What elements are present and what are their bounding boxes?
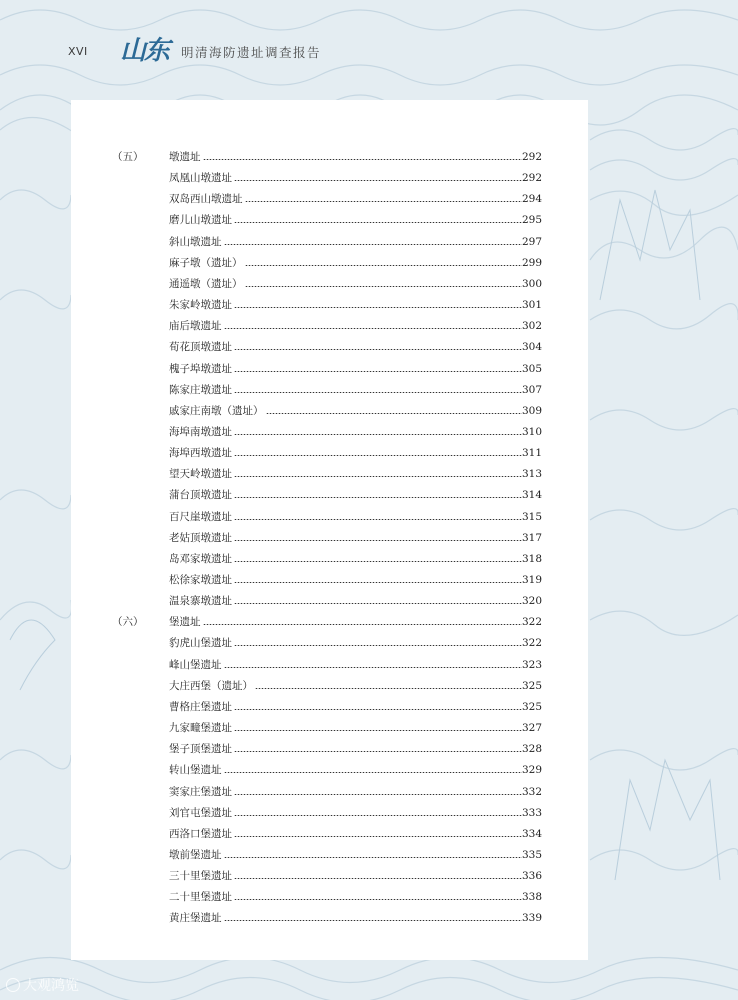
toc-title bbox=[169, 191, 522, 207]
toc-dot-leader bbox=[234, 455, 522, 456]
toc-title bbox=[169, 149, 522, 165]
watermark-icon bbox=[6, 978, 20, 992]
toc-dot-leader bbox=[234, 476, 522, 477]
toc-entry bbox=[0, 234, 738, 250]
toc-title-text: 通遥墩（遗址） bbox=[169, 277, 243, 290]
toc-entry bbox=[0, 318, 738, 334]
toc-title bbox=[169, 910, 522, 926]
toc-title bbox=[169, 614, 522, 630]
toc-title-text: 海埠西墩遗址 bbox=[169, 447, 232, 460]
toc-page-number: 314 bbox=[521, 489, 542, 502]
toc-title-text: 斜山墩遗址 bbox=[169, 235, 222, 248]
toc-page-number: 319 bbox=[521, 574, 542, 586]
toc-title bbox=[169, 424, 522, 440]
toc-entry bbox=[0, 530, 738, 546]
toc-title bbox=[169, 720, 522, 736]
toc-dot-leader bbox=[234, 349, 522, 350]
toc-entry bbox=[0, 868, 738, 884]
toc-title-text: 槐子埠墩遗址 bbox=[169, 362, 232, 375]
toc-title-text: 麻子墩（遗址） bbox=[169, 256, 243, 269]
toc-dot-leader bbox=[245, 201, 523, 202]
toc-title bbox=[169, 847, 522, 863]
toc-title bbox=[169, 382, 522, 398]
toc-entry bbox=[0, 678, 738, 694]
toc-dot-leader bbox=[234, 878, 522, 879]
toc-page-number: 315 bbox=[521, 510, 542, 523]
shandong-logo: 山东 bbox=[120, 36, 169, 66]
toc-dot-leader bbox=[234, 836, 522, 837]
toc-page-number: 336 bbox=[521, 870, 542, 883]
toc-page-number: 338 bbox=[521, 891, 542, 904]
toc-dot-leader bbox=[203, 159, 523, 160]
toc-section-number: （五） bbox=[112, 151, 144, 163]
toc-title bbox=[169, 403, 522, 419]
toc-title bbox=[169, 572, 522, 588]
toc-title-text: 百尺崖墩遗址 bbox=[169, 510, 232, 523]
toc-title bbox=[169, 678, 522, 694]
report-title: 明清海防遗址调查报告 bbox=[181, 45, 322, 60]
toc-title-text: 黄庄堡遗址 bbox=[169, 912, 222, 925]
toc-title bbox=[169, 593, 522, 609]
toc-entry bbox=[0, 635, 738, 651]
toc-entry bbox=[0, 361, 738, 377]
toc-page-number: 320 bbox=[521, 595, 542, 608]
toc-title bbox=[169, 361, 522, 377]
toc-dot-leader bbox=[224, 244, 523, 245]
toc-dot-leader bbox=[234, 371, 522, 372]
toc-dot-leader bbox=[234, 582, 522, 583]
toc-title-text: 陈家庄墩遗址 bbox=[169, 383, 232, 396]
toc-title bbox=[169, 889, 522, 905]
watermark-text: 大观鸿览 bbox=[23, 978, 79, 994]
toc-page-number: 323 bbox=[521, 658, 542, 671]
toc-page-number: 301 bbox=[521, 299, 542, 312]
toc-entry bbox=[0, 276, 738, 292]
toc-dot-leader bbox=[245, 286, 523, 287]
toc-page-number: 328 bbox=[521, 743, 542, 756]
toc-title bbox=[169, 234, 522, 250]
toc-dot-leader bbox=[234, 730, 522, 731]
toc-title bbox=[169, 826, 522, 842]
toc-entry bbox=[0, 762, 738, 778]
toc-title bbox=[169, 445, 522, 461]
toc-title-text: 窦家庄堡遗址 bbox=[169, 785, 232, 798]
toc-title bbox=[169, 741, 522, 757]
toc-entry bbox=[0, 212, 738, 228]
toc-title-text: 刘官屯堡遗址 bbox=[169, 806, 232, 819]
toc-title-text: 九家疃堡遗址 bbox=[169, 722, 232, 735]
toc-section-number: （六） bbox=[112, 616, 144, 629]
toc-title bbox=[169, 170, 522, 186]
toc-title-text: 温泉寨墩遗址 bbox=[169, 595, 232, 608]
toc-dot-leader bbox=[224, 857, 523, 858]
toc-entry bbox=[0, 466, 738, 482]
toc-page-number: 310 bbox=[521, 425, 542, 438]
toc-title bbox=[169, 551, 522, 567]
toc-title-text: 岛邓家墩遗址 bbox=[169, 552, 232, 565]
toc-title bbox=[169, 297, 522, 313]
toc-page-number: 292 bbox=[521, 172, 542, 185]
toc-entry bbox=[0, 509, 738, 525]
toc-page-number: 317 bbox=[521, 531, 542, 544]
toc-title-text: 磨儿山墩遗址 bbox=[169, 214, 232, 227]
toc-dot-leader bbox=[234, 751, 522, 752]
toc-title-text: 三十里堡遗址 bbox=[169, 870, 232, 883]
toc-entry bbox=[0, 487, 738, 503]
toc-title-text: 庙后墩遗址 bbox=[169, 320, 222, 333]
toc-dot-leader bbox=[234, 222, 522, 223]
toc-title-text: 堡子顶堡遗址 bbox=[169, 743, 232, 756]
toc-dot-leader bbox=[234, 434, 522, 435]
toc-dot-leader bbox=[224, 328, 523, 329]
toc-title-text: 西洛口堡遗址 bbox=[169, 827, 232, 840]
toc-page-number: 322 bbox=[521, 616, 542, 629]
toc-entry bbox=[0, 910, 738, 926]
toc-title-text: 松徐家墩遗址 bbox=[169, 574, 232, 586]
toc-title bbox=[169, 635, 522, 651]
page-number: XVI bbox=[68, 45, 88, 58]
toc-page-number: 332 bbox=[521, 785, 542, 798]
toc-entry bbox=[0, 339, 738, 355]
toc-dot-leader bbox=[234, 519, 522, 520]
toc-dot-leader bbox=[234, 497, 522, 498]
toc-title-text: 朱家岭墩遗址 bbox=[169, 299, 232, 312]
toc-title bbox=[169, 255, 522, 271]
toc-page-number: 327 bbox=[521, 722, 542, 735]
toc-title-text: 二十里堡遗址 bbox=[169, 891, 232, 904]
toc-entry bbox=[0, 572, 738, 588]
toc-page-number: 311 bbox=[521, 447, 542, 460]
toc-page-number: 329 bbox=[521, 764, 542, 777]
toc-entry bbox=[0, 593, 738, 609]
toc-dot-leader bbox=[234, 645, 522, 646]
toc-title-text: 凤凰山墩遗址 bbox=[169, 172, 232, 185]
toc-dot-leader bbox=[234, 561, 522, 562]
toc-title-text: 曹格庄堡遗址 bbox=[169, 700, 232, 713]
toc-page-number: 300 bbox=[521, 277, 542, 290]
toc-title bbox=[169, 699, 522, 715]
toc-title-text: 峰山堡遗址 bbox=[169, 658, 222, 671]
toc-entry bbox=[0, 847, 738, 863]
toc-dot-leader bbox=[234, 899, 522, 900]
toc-entry bbox=[0, 720, 738, 736]
toc-entry bbox=[0, 149, 738, 165]
toc-entry bbox=[0, 614, 738, 630]
toc-title bbox=[169, 530, 522, 546]
toc-title bbox=[169, 276, 522, 292]
toc-page-number: 302 bbox=[521, 320, 542, 333]
toc-title bbox=[169, 657, 522, 673]
toc-title-text: 豹虎山堡遗址 bbox=[169, 637, 232, 650]
toc-dot-leader bbox=[203, 624, 523, 625]
toc-entry bbox=[0, 424, 738, 440]
toc-entry bbox=[0, 741, 738, 757]
toc-dot-leader bbox=[224, 772, 523, 773]
toc-page-number: 325 bbox=[521, 679, 542, 692]
toc-title-text: 转山堡遗址 bbox=[169, 764, 222, 777]
toc-entry bbox=[0, 699, 738, 715]
toc-page-number: 325 bbox=[521, 700, 542, 713]
toc-page-number: 313 bbox=[521, 468, 542, 481]
toc-page-number: 309 bbox=[521, 404, 542, 417]
toc-dot-leader bbox=[234, 307, 522, 308]
toc-page-number: 305 bbox=[521, 362, 542, 375]
toc-title-text: 海埠南墩遗址 bbox=[169, 425, 232, 438]
toc-entry bbox=[0, 657, 738, 673]
toc-dot-leader bbox=[245, 265, 523, 266]
toc-entry bbox=[0, 445, 738, 461]
toc-dot-leader bbox=[224, 920, 523, 921]
toc-page-number: 333 bbox=[521, 806, 542, 819]
toc-dot-leader bbox=[234, 540, 522, 541]
toc-entry bbox=[0, 784, 738, 800]
toc-page-number: 294 bbox=[521, 193, 542, 206]
toc-title bbox=[169, 784, 522, 800]
toc-dot-leader bbox=[234, 180, 522, 181]
toc-title-text: 荀花顶墩遗址 bbox=[169, 341, 232, 354]
toc-title-text: 戚家庄南墩（遗址） bbox=[169, 404, 264, 417]
toc-entry bbox=[0, 297, 738, 313]
toc-title-text: 墩前堡遗址 bbox=[169, 848, 222, 861]
toc-entry bbox=[0, 551, 738, 567]
watermark bbox=[6, 975, 79, 995]
toc-title bbox=[169, 487, 522, 503]
toc-title bbox=[169, 212, 522, 228]
toc-page-number: 318 bbox=[521, 552, 542, 565]
toc-dot-leader bbox=[224, 667, 523, 668]
toc-page-number: 307 bbox=[521, 383, 542, 396]
toc-title bbox=[169, 805, 522, 821]
toc-dot-leader bbox=[234, 794, 522, 795]
toc-page-number: 297 bbox=[521, 235, 542, 248]
toc-page-number: 335 bbox=[521, 848, 542, 861]
toc-page-number: 299 bbox=[521, 256, 542, 269]
toc-title-text: 老姑顶墩遗址 bbox=[169, 531, 232, 544]
toc-title-text: 双岛西山墩遗址 bbox=[169, 193, 243, 206]
toc-title bbox=[169, 318, 522, 334]
toc-title bbox=[169, 868, 522, 884]
toc-page-number: 295 bbox=[521, 214, 542, 227]
toc-entry bbox=[0, 170, 738, 186]
toc-page-number: 322 bbox=[521, 637, 542, 650]
toc-entry bbox=[0, 889, 738, 905]
toc-entry bbox=[0, 255, 738, 271]
toc-entry bbox=[0, 191, 738, 207]
toc-page-number: 304 bbox=[521, 341, 542, 354]
toc-title-text: 望天岭墩遗址 bbox=[169, 468, 232, 481]
toc-dot-leader bbox=[234, 603, 522, 604]
toc-page-number: 292 bbox=[521, 151, 542, 163]
toc-title-text: 堡遗址 bbox=[169, 616, 201, 629]
toc-title bbox=[169, 339, 522, 355]
toc-dot-leader bbox=[255, 688, 522, 689]
toc-dot-leader bbox=[266, 413, 523, 414]
toc-page-number: 334 bbox=[521, 827, 542, 840]
toc-dot-leader bbox=[234, 709, 522, 710]
toc-dot-leader bbox=[234, 815, 522, 816]
toc-entry bbox=[0, 826, 738, 842]
toc-title-text: 蒲台顶墩遗址 bbox=[169, 489, 232, 502]
toc-title-text: 墩遗址 bbox=[169, 151, 201, 163]
toc-entry bbox=[0, 403, 738, 419]
toc-title bbox=[169, 466, 522, 482]
toc-title bbox=[169, 762, 522, 778]
toc-dot-leader bbox=[234, 392, 522, 393]
toc-title bbox=[169, 509, 522, 525]
toc-title-text: 大庄西堡（遗址） bbox=[169, 679, 253, 692]
toc-page-number: 339 bbox=[521, 912, 542, 925]
toc-entry bbox=[0, 382, 738, 398]
toc-entry bbox=[0, 805, 738, 821]
